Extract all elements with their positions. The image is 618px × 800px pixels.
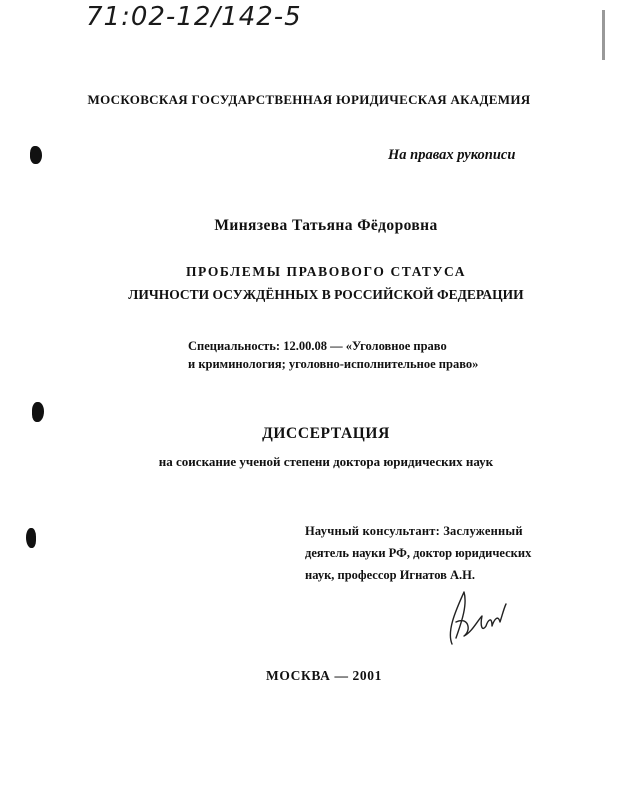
specialty-line-2: и криминология; уголовно-исполнительное право» — [188, 357, 479, 371]
degree-description: на соискание ученой степени доктора юридических наук — [158, 454, 494, 469]
handwritten-signature — [438, 586, 510, 650]
dissertation-title — [0, 260, 618, 306]
consultant-line-2: деятель науки РФ, доктор юридических — [305, 546, 532, 560]
specialty-block — [188, 337, 478, 373]
author-name: Минязева Татьяна Фёдоровна — [214, 217, 438, 234]
institution-name: МОСКОВСКАЯ ГОСУДАРСТВЕННАЯ ЮРИДИЧЕСКАЯ АКАДЕМИЯ — [87, 92, 531, 107]
manuscript-rights-note: На правах рукописи — [388, 147, 516, 163]
title-line-2: ЛИЧНОСТИ ОСУЖДЁННЫХ В РОССИЙСКОЙ ФЕДЕРАЦИИ — [128, 287, 524, 302]
title-line-1: ПРОБЛЕМЫ ПРАВОВОГО СТАТУСА — [185, 264, 467, 279]
scan-edge-mark — [602, 10, 605, 60]
scan-hole-mark-top — [30, 146, 42, 164]
scan-hole-mark-lower — [26, 528, 36, 548]
scientific-consultant-block — [305, 520, 531, 586]
consultant-line-1: Научный консультант: Заслуженный — [305, 524, 523, 538]
city-and-year: МОСКВА — 2001 — [266, 668, 382, 683]
specialty-line-1: Специальность: 12.00.08 — «Уголовное право — [188, 339, 447, 353]
handwritten-catalog-code: 71:02-12/142-5 — [86, 2, 302, 32]
scan-hole-mark-middle — [32, 402, 44, 422]
consultant-line-3: наук, профессор Игнатов А.Н. — [305, 568, 476, 582]
dissertation-label: ДИССЕРТАЦИЯ — [262, 425, 390, 442]
